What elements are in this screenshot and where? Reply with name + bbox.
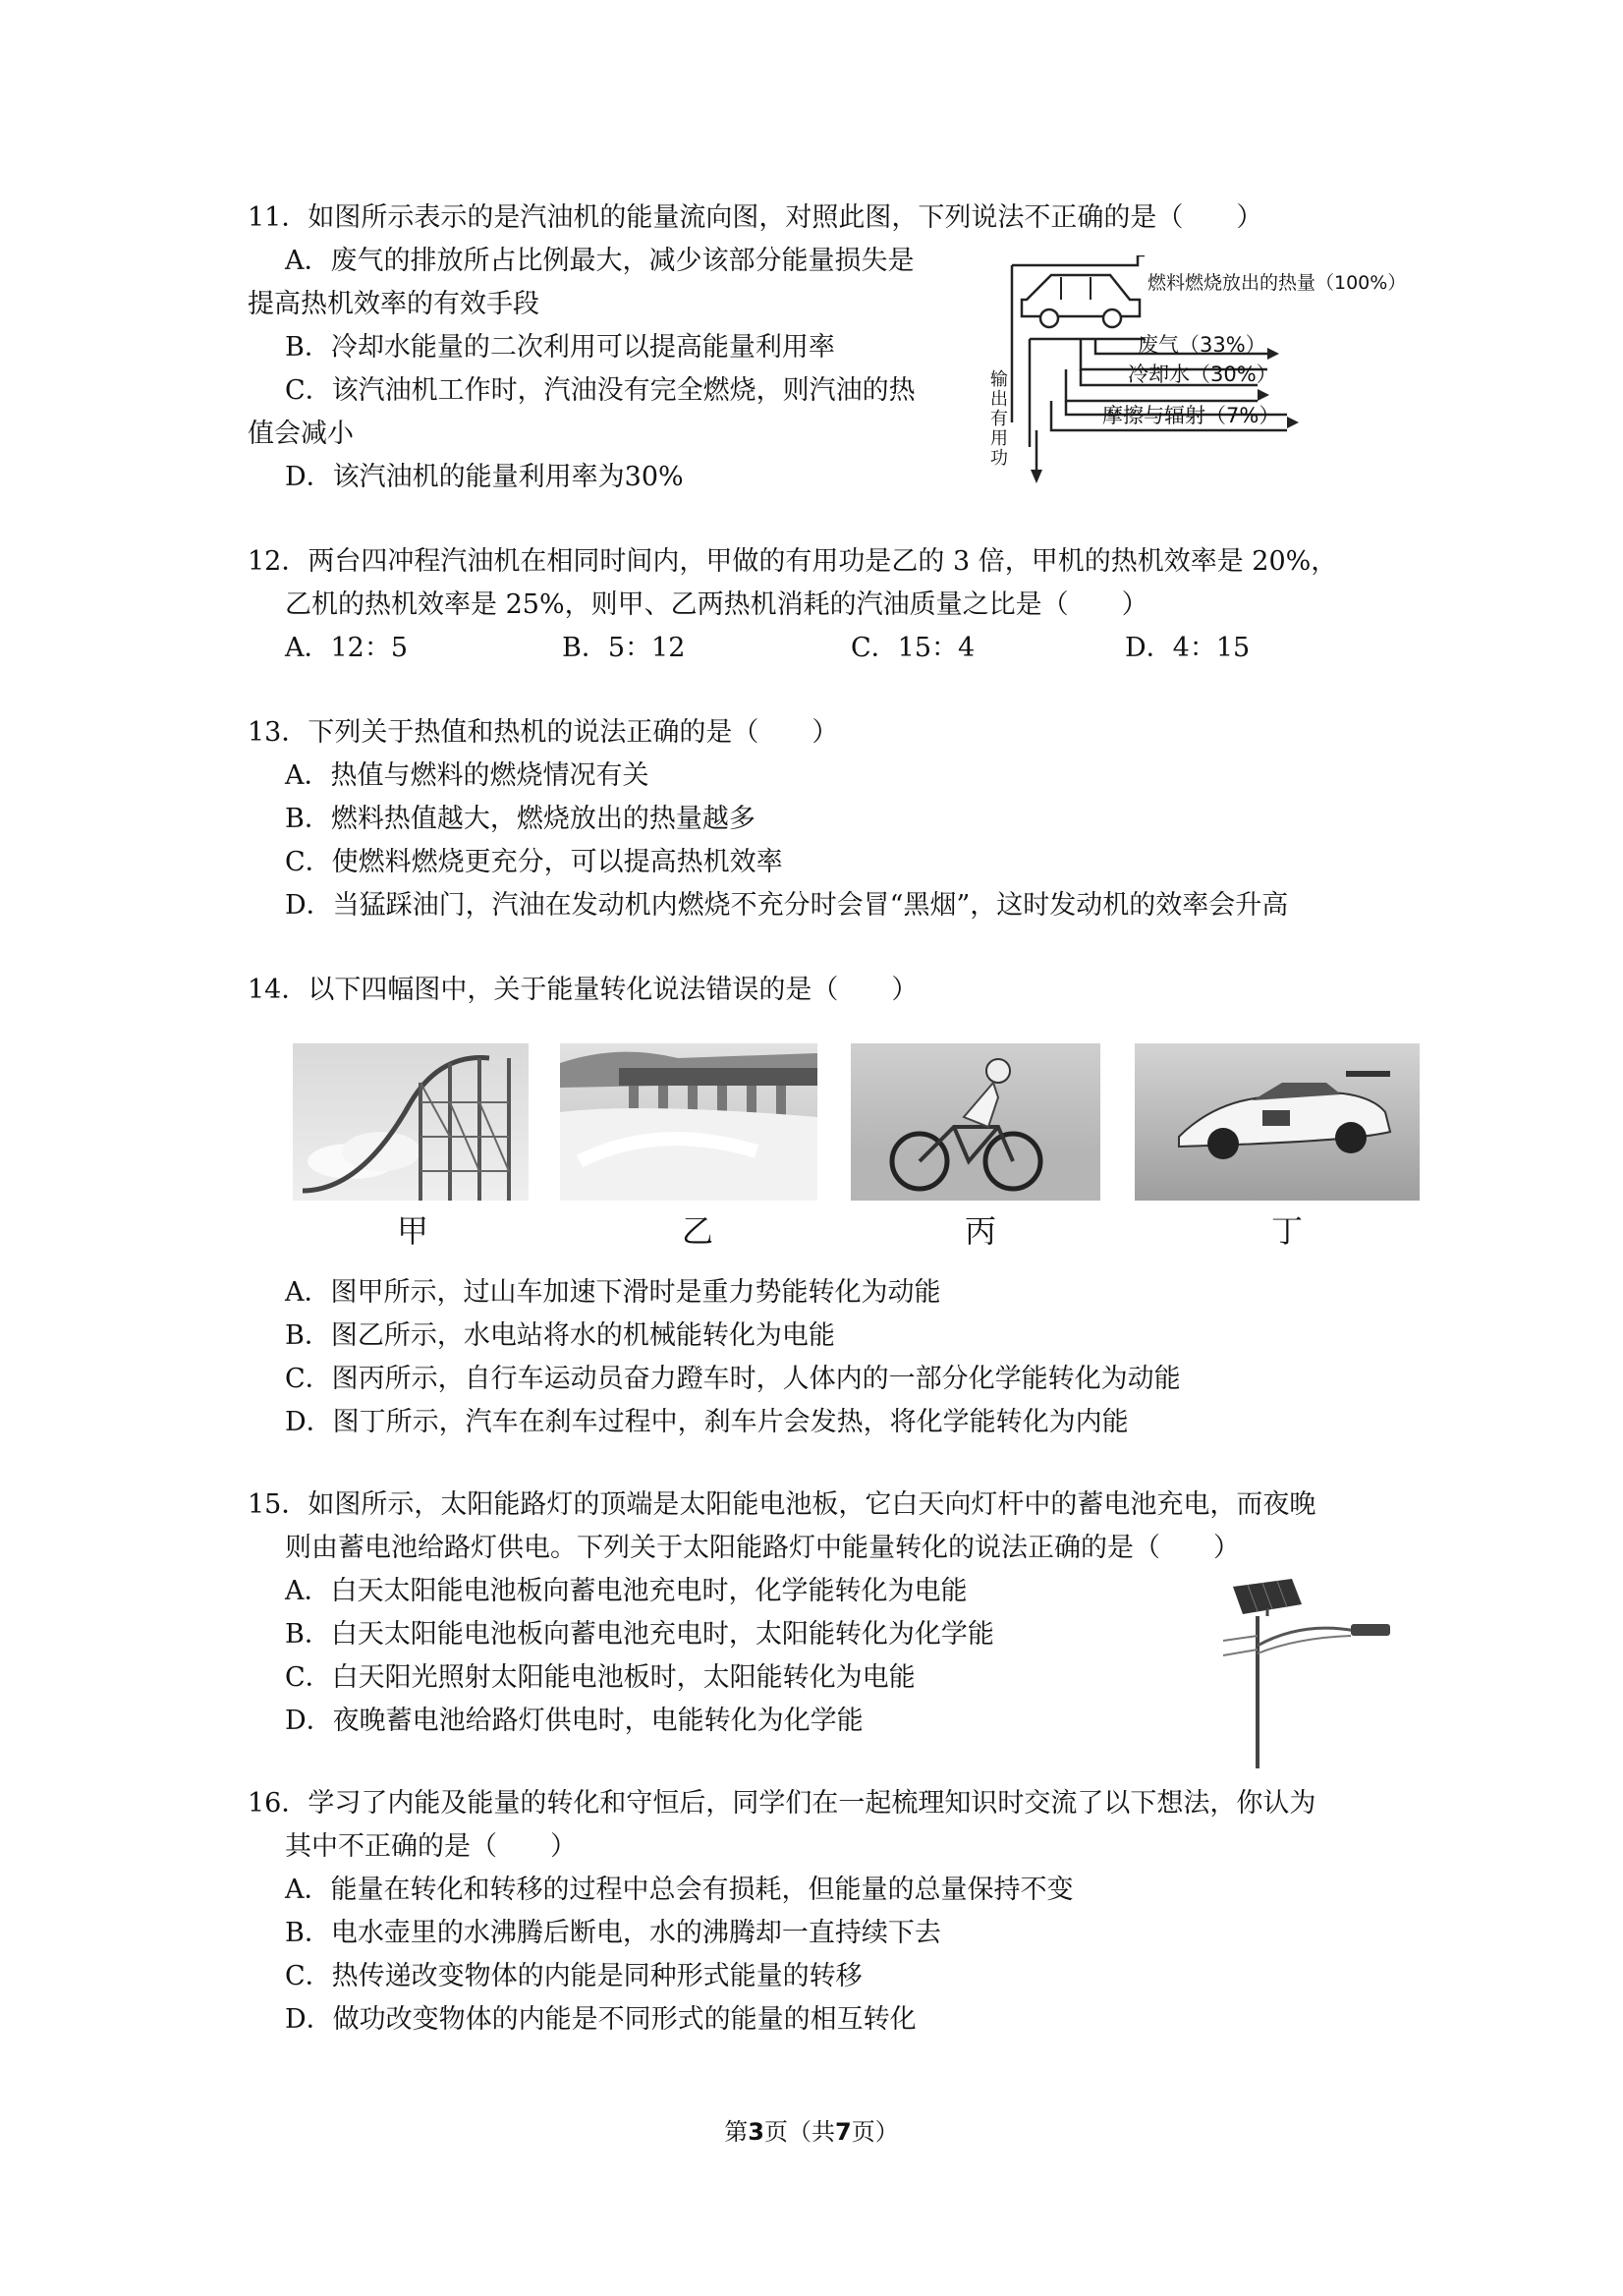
hydropower-dam-image (560, 1043, 817, 1201)
q11-option-a: A．废气的排放所占比例最大，减少该部分能量损失是 (285, 246, 915, 276)
useful-work-label-5: 功 (990, 448, 1008, 469)
caption-bing: 丙 (965, 1212, 997, 1250)
q12-stem: 12．两台四冲程汽油机在相同时间内，甲做的有用功是乙的 3 倍，甲机的热机效率是 20%， (248, 546, 1338, 577)
cyclist-image (851, 1043, 1100, 1201)
q14-stem: 14．以下四幅图中，关于能量转化说法错误的是（ ） (248, 975, 919, 1005)
exhaust-label: 废气（33%） (1138, 333, 1266, 357)
q11-option-c-cont: 值会减小 (248, 419, 354, 449)
q12-option-c: C．15：4 (851, 633, 976, 663)
fuel-heat-label: 燃料燃烧放出的热量（100%） (1147, 272, 1407, 294)
roller-coaster-image (293, 1043, 529, 1201)
useful-work-label-3: 有 (990, 409, 1008, 429)
q11-option-d: D．该汽油机的能量利用率为30% (285, 462, 684, 492)
q16-option-c: C．热传递改变物体的内能是同种形式能量的转移 (285, 1961, 863, 1991)
q12-stem-cont: 乙机的热机效率是 25%，则甲、乙两热机消耗的汽油质量之比是（ ） (285, 589, 1148, 620)
caption-jia: 甲 (397, 1212, 429, 1250)
q15-option-a: A．白天太阳能电池板向蓄电池充电时，化学能转化为电能 (285, 1576, 968, 1606)
energy-flow-diagram (982, 255, 1415, 491)
q15-option-b: B．白天太阳能电池板向蓄电池充电时，太阳能转化为化学能 (285, 1619, 994, 1650)
q16-stem-cont: 其中不正确的是（ ） (285, 1831, 577, 1862)
cooling-water-label: 冷却水（30%） (1128, 363, 1277, 386)
q13-option-a: A．热值与燃料的燃烧情况有关 (285, 760, 649, 791)
q14-option-a: A．图甲所示，过山车加速下滑时是重力势能转化为动能 (285, 1277, 941, 1308)
q16-option-d: D．做功改变物体的内能是不同形式的能量的相互转化 (285, 2004, 917, 2035)
useful-work-label-4: 用 (990, 428, 1008, 449)
q13-option-d: D．当猛踩油门，汽油在发动机内燃烧不充分时会冒“黑烟”，这时发动机的效率会升高 (285, 890, 1289, 921)
q14-option-c: C．图丙所示，自行车运动员奋力蹬车时，人体内的一部分化学能转化为动能 (285, 1364, 1181, 1394)
caption-yi: 乙 (682, 1212, 714, 1250)
friction-radiation-label: 摩擦与辐射（7%） (1102, 404, 1280, 427)
q13-option-c: C．使燃料燃烧更充分，可以提高热机效率 (285, 847, 783, 877)
race-car-image (1135, 1043, 1420, 1201)
q12-option-a: A．12：5 (285, 633, 409, 663)
footer-total-pages: 7 (835, 2118, 852, 2146)
q12-option-b: B．5：12 (562, 633, 686, 663)
caption-ding: 丁 (1271, 1212, 1304, 1250)
q16-stem: 16．学习了内能及能量的转化和守恒后，同学们在一起梳理知识时交流了以下想法，你认为 (248, 1788, 1316, 1819)
useful-work-label-1: 输 (990, 369, 1008, 390)
q15-stem: 15．如图所示，太阳能路灯的顶端是太阳能电池板，它白天向灯杆中的蓄电池充电，而夜晚 (248, 1489, 1316, 1520)
q16-option-a: A．能量在转化和转移的过程中总会有损耗，但能量的总量保持不变 (285, 1875, 1074, 1905)
q15-option-c: C．白天阳光照射太阳能电池板时，太阳能转化为电能 (285, 1662, 916, 1693)
footer-post: 页） (851, 2118, 899, 2146)
q14-option-b: B．图乙所示，水电站将水的机械能转化为电能 (285, 1320, 835, 1351)
footer-pre: 第 (724, 2118, 749, 2146)
footer-mid: 页（共 (764, 2118, 835, 2146)
footer-page-number: 3 (748, 2118, 764, 2146)
q12-option-d: D．4：15 (1125, 633, 1251, 663)
solar-street-lamp-icon (1213, 1577, 1410, 1773)
car-icon (1022, 275, 1140, 327)
q11-stem: 11．如图所示表示的是汽油机的能量流向图，对照此图，下列说法不正确的是（ ） (248, 202, 1263, 233)
useful-work-label-2: 出 (990, 389, 1008, 410)
q13-option-b: B．燃料热值越大，燃烧放出的热量越多 (285, 804, 756, 834)
q15-option-d: D．夜晚蓄电池给路灯供电时，电能转化为化学能 (285, 1706, 864, 1736)
q11-option-b: B．冷却水能量的二次利用可以提高能量利用率 (285, 332, 835, 363)
q16-option-b: B．电水壶里的水沸腾后断电，水的沸腾却一直持续下去 (285, 1918, 941, 1948)
q11-option-c: C．该汽油机工作时，汽油没有完全燃烧，则汽油的热 (285, 375, 916, 406)
q11-option-a-cont: 提高热机效率的有效手段 (248, 289, 539, 319)
q13-stem: 13．下列关于热值和热机的说法正确的是（ ） (248, 717, 839, 748)
q15-stem-cont: 则由蓄电池给路灯供电。下列关于太阳能路灯中能量转化的说法正确的是（ ） (285, 1533, 1240, 1563)
page-footer (0, 2112, 1623, 2147)
q14-option-d: D．图丁所示，汽车在刹车过程中，刹车片会发热，将化学能转化为内能 (285, 1407, 1129, 1437)
